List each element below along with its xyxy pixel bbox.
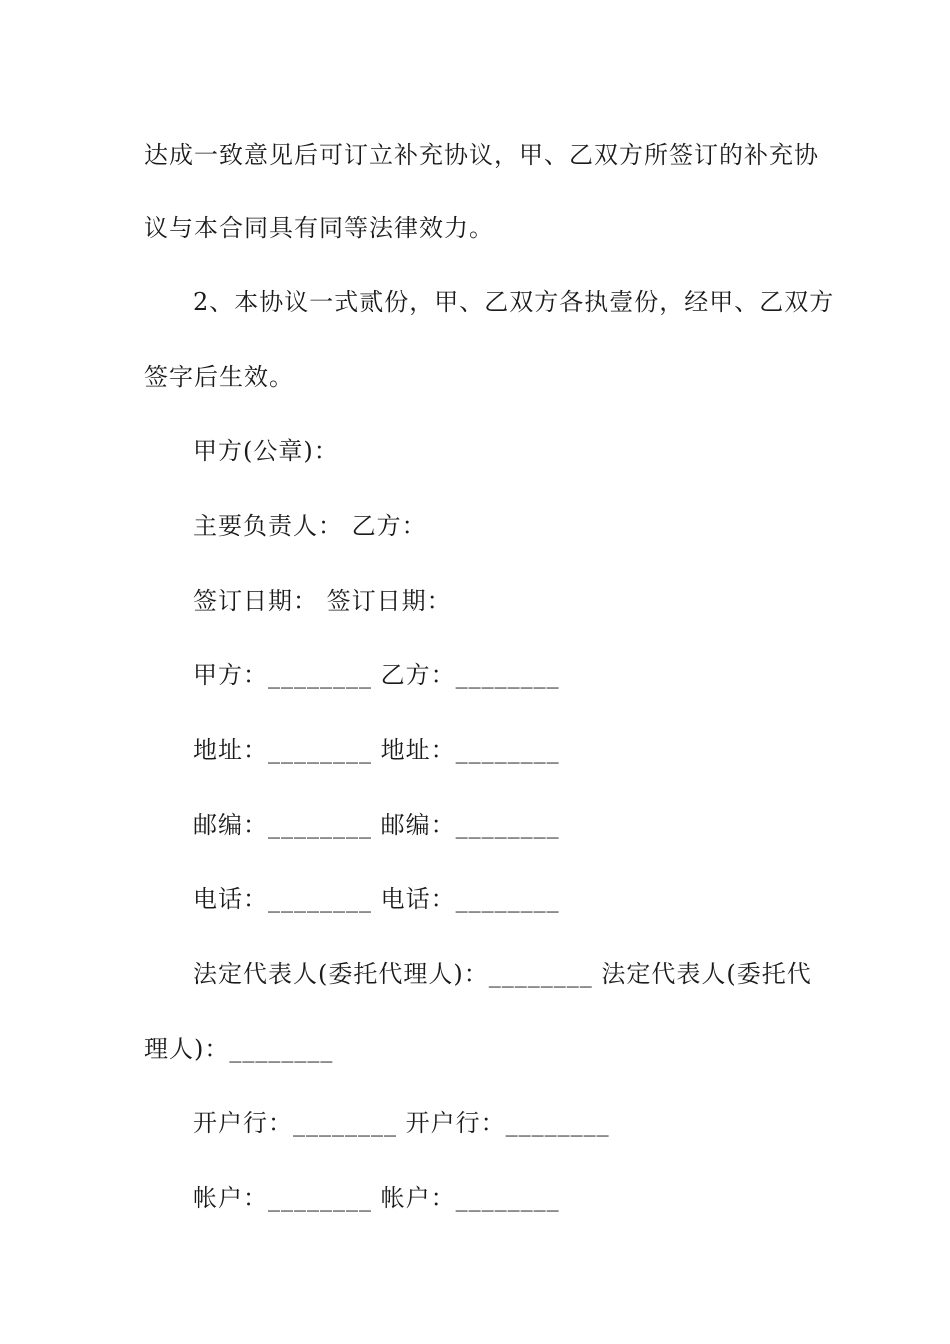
phone-line: 电话：________ 电话：________ bbox=[193, 885, 560, 913]
party-line: 甲方：________ 乙方：________ bbox=[193, 661, 560, 689]
postcode-line: 邮编：________ 邮编：________ bbox=[193, 811, 560, 839]
bank-line: 开户行：________ 开户行：________ bbox=[193, 1109, 610, 1137]
responsible-person-line: 主要负责人： 乙方： bbox=[193, 512, 427, 540]
address-line: 地址：________ 地址：________ bbox=[193, 736, 560, 764]
paragraph-line: 议与本合同具有同等法律效力。 bbox=[144, 214, 494, 242]
paragraph-line: 2、本协议一式贰份，甲、乙双方各执壹份，经甲、乙双方 bbox=[193, 288, 835, 316]
party-a-seal-line: 甲方(公章)： bbox=[193, 437, 339, 465]
account-line: 帐户：________ 帐户：________ bbox=[193, 1184, 560, 1212]
paragraph-line: 达成一致意见后可订立补充协议，甲、乙双方所签订的补充协 bbox=[144, 141, 819, 169]
legal-representative-line: 法定代表人(委托代理人)：________ 法定代表人(委托代 bbox=[193, 960, 812, 988]
paragraph-line: 签字后生效。 bbox=[144, 363, 294, 391]
signing-date-line: 签订日期： 签订日期： bbox=[193, 587, 452, 615]
legal-representative-line-cont: 理人)：________ bbox=[144, 1035, 334, 1063]
